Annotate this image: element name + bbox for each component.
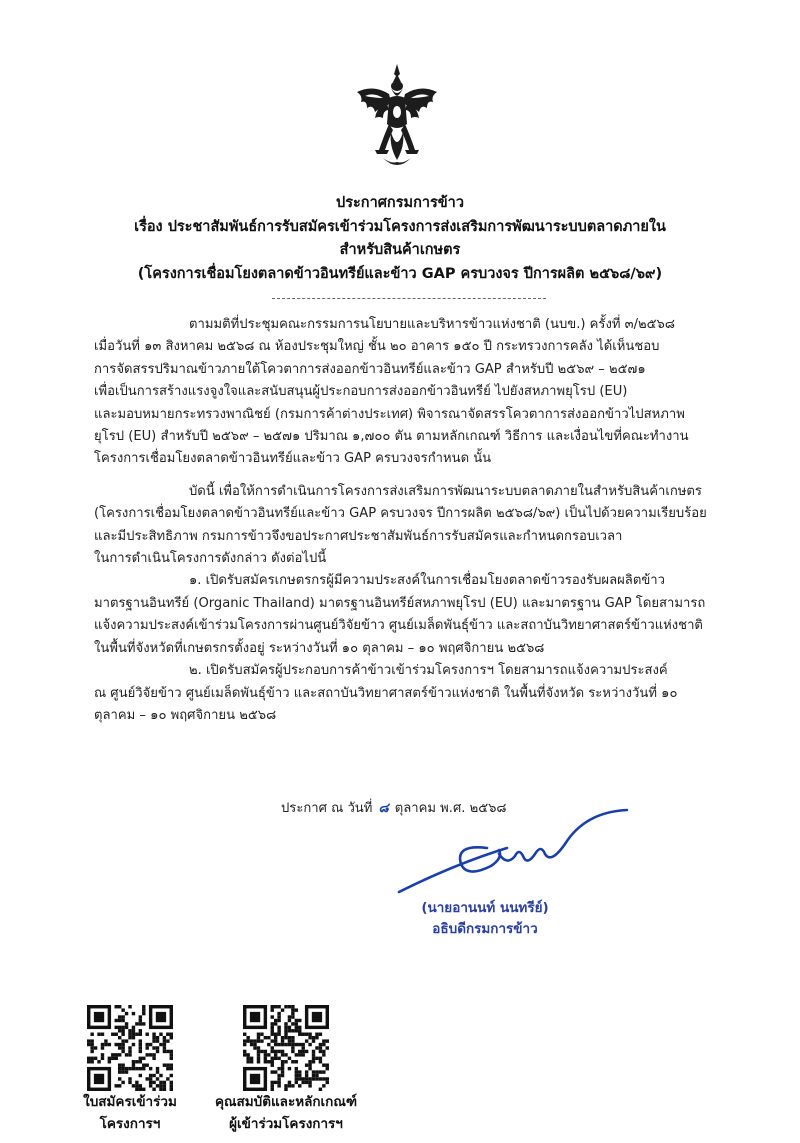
text-line: ๒. เปิดรับสมัครผู้ประกอบการค้าข้าวเข้าร่วมโครงการฯ โดยสามารถแจ้งความประสงค์ bbox=[189, 663, 668, 679]
paragraph-2 bbox=[94, 481, 762, 571]
text-line: และมอบหมายกระทรวงพาณิชย์ (กรมการค้าต่างประเทศ) พิจารณาจัดสรรโควตาการส่งออกข้าวไปสหภาพ bbox=[94, 406, 685, 422]
announcement-body bbox=[94, 314, 762, 727]
qr-code-icon[interactable] bbox=[243, 1005, 329, 1091]
qr-application-form[interactable] bbox=[70, 1005, 190, 1135]
text-line: มาตรฐานอินทรีย์ (Organic Thailand) มาตรฐานอินทรีย์สหภาพยุโรป (EU) และมาตรฐาน GAP โดยสามารถ bbox=[94, 595, 706, 611]
signer-name: (นายอานนท์ นนทรีย์) bbox=[421, 900, 549, 916]
text-line: (โครงการเชื่อมโยงตลาดข้าวอินทรีย์และข้าว GAP ครบวงจร ปีการผลิต ๒๕๖๘/๖๙) เป็นไปด้วยความเรียบร้อย bbox=[94, 506, 707, 522]
text-line: ในพื้นที่จังหวัดที่เกษตรกรตั้งอยู่ ระหว่างวันที่ ๑๐ ตุลาคม – ๑๐ พฤศจิกายน ๒๕๖๘ bbox=[94, 640, 545, 656]
header-subject: เรื่อง ประชาสัมพันธ์การรับสมัครเข้าร่วมโครงการส่งเสริมการพัฒนาระบบตลาดภายใน bbox=[134, 218, 666, 235]
qr-label-line2: ผู้เข้าร่วมโครงการฯ bbox=[229, 1116, 343, 1132]
text-line: ในการดำเนินโครงการดังกล่าว ดังต่อไปนี้ bbox=[94, 551, 327, 567]
text-line: ตุลาคม – ๑๐ พฤศจิกายน ๒๕๖๘ bbox=[94, 707, 277, 723]
header-subject-line2: สำหรับสินค้าเกษตร bbox=[339, 242, 461, 258]
qr-label-line1: ใบสมัครเข้าร่วม bbox=[83, 1094, 177, 1110]
text-line: ๑. เปิดรับสมัครเกษตรกรผู้มีความประสงค์ในการเชื่อมโยงตลาดข้าวรองรับผลผลิตข้าว bbox=[189, 573, 665, 589]
qr-label-line1: คุณสมบัติและหลักเกณฑ์ bbox=[214, 1094, 358, 1110]
text-line: ตามมติที่ประชุมคณะกรรมการนโยบายและบริหารข้าวแห่งชาติ (นบข.) ครั้งที่ ๓/๒๕๖๘ bbox=[189, 317, 675, 332]
text-line: เพื่อเป็นการสร้างแรงจูงใจและสนับสนุนผู้ประกอบการส่งออกข้าวอินทรีย์ ไปยังสหภาพยุโรป (EU) bbox=[94, 384, 628, 400]
garuda-emblem-icon bbox=[353, 62, 441, 172]
qr-eligibility-criteria[interactable] bbox=[206, 1005, 366, 1135]
signer-block bbox=[400, 898, 570, 940]
handwritten-signature bbox=[395, 808, 635, 904]
header-divider bbox=[272, 298, 546, 299]
text-line: บัดนี้ เพื่อให้การดำเนินการโครงการส่งเสริมการพัฒนาระบบตลาดภายในสำหรับสินค้าเกษตร bbox=[189, 483, 702, 499]
date-prefix: ประกาศ ณ วันที่ bbox=[281, 801, 373, 816]
date-month-year: ตุลาคม พ.ศ. ๒๕๖๘ bbox=[394, 801, 507, 816]
qr-code-icon[interactable] bbox=[87, 1005, 173, 1091]
text-line: และมีประสิทธิภาพ กรมการข้าวจึงขอประกาศประชาสัมพันธ์การรับสมัครและกำหนดกรอบเวลา bbox=[94, 528, 623, 544]
header-project-name: (โครงการเชื่อมโยงตลาดข้าวอินทรีย์และข้าว GAP ครบวงจร ปีการผลิต ๒๕๖๘/๖๙) bbox=[137, 265, 663, 282]
text-line: การจัดสรรปริมาณข้าวภายใต้โควตาการส่งออกข้าวอินทรีย์และข้าว GAP สำหรับปี ๒๕๖๙ – ๒๕๗๑ bbox=[94, 361, 646, 377]
announcement-header bbox=[60, 192, 740, 286]
signer-title: อธิบดีกรมการข้าว bbox=[432, 921, 538, 937]
text-line: เมื่อวันที่ ๑๓ สิงหาคม ๒๕๖๘ ณ ห้องประชุมใหญ่ ชั้น ๒๐ อาคาร ๑๕๐ ปี กระทรวงการคลัง ได้เห็นชอบ bbox=[94, 339, 660, 355]
list-item-1 bbox=[94, 570, 762, 660]
text-line: โครงการเชื่อมโยงตลาดข้าวอินทรีย์และข้าว GAP ครบวงจรกำหนด นั้น bbox=[94, 451, 492, 467]
list-item-2 bbox=[94, 660, 762, 727]
text-line: แจ้งความประสงค์เข้าร่วมโครงการผ่านศูนย์วิจัยข้าว ศูนย์เมล็ดพันธุ์ข้าว และสถาบันวิทยาศาสตร์ข้าวแห่งชาติ bbox=[94, 618, 703, 634]
qr-label-line2: โครงการฯ bbox=[99, 1116, 161, 1132]
date-day-handwritten: ๘ bbox=[378, 801, 389, 816]
text-line: ยุโรป (EU) สำหรับปี ๒๕๖๙ – ๒๕๗๑ ปริมาณ ๑,๗๐๐ ตัน ตามหลักเกณฑ์ วิธีการ และเงื่อนไขที่คณะทำงาน bbox=[94, 429, 689, 445]
header-title: ประกาศกรมการข้าว bbox=[336, 195, 464, 211]
text-line: ณ ศูนย์วิจัยข้าว ศูนย์เมล็ดพันธุ์ข้าว และสถาบันวิทยาศาสตร์ข้าวแห่งชาติ ในพื้นที่จังหวัด ระหว่างวันที่ ๑๐ bbox=[94, 685, 678, 701]
paragraph-1 bbox=[94, 314, 762, 471]
